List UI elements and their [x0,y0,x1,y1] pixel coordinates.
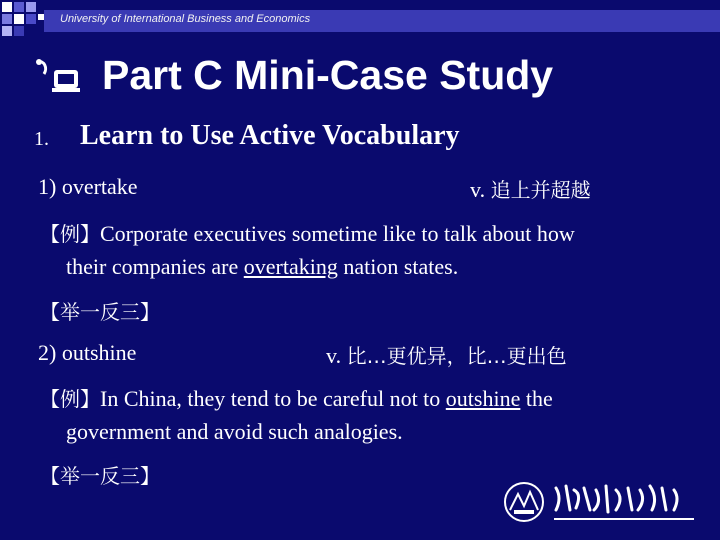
page-title: Part C Mini-Case Study [102,52,554,98]
term-outshine: 2) outshine [38,340,137,365]
practice-label: 【举一反三】 [40,464,160,488]
university-name: University of International Business and Economics [60,13,311,25]
practice-label: 【举一反三】 [40,300,160,324]
keyword-overtaking: overtaking [243,254,338,279]
slide-title-row [34,52,553,99]
term-definition: v. 追上并超越 [470,177,591,202]
example-sentence: 【例】In China, they tend to be careful not to outshine the [40,386,553,411]
computer-bullet-icon [34,56,96,96]
example-sentence-cont: government and avoid such analogies. [66,419,403,444]
term-definition: v. 比…更优异，比…更出色 [326,343,567,368]
section-number: 1. [34,128,49,150]
example-sentence: 【例】Corporate executives sometime like to talk about how [40,221,575,246]
keyword-outshine: outshine [445,386,521,411]
term-overtake: 1) overtake [38,174,138,199]
uibe-logo-icon [500,480,705,526]
example-sentence-cont: their companies are overtaking nation states. [66,254,459,279]
section-title: Learn to Use Active Vocabulary [80,120,460,151]
